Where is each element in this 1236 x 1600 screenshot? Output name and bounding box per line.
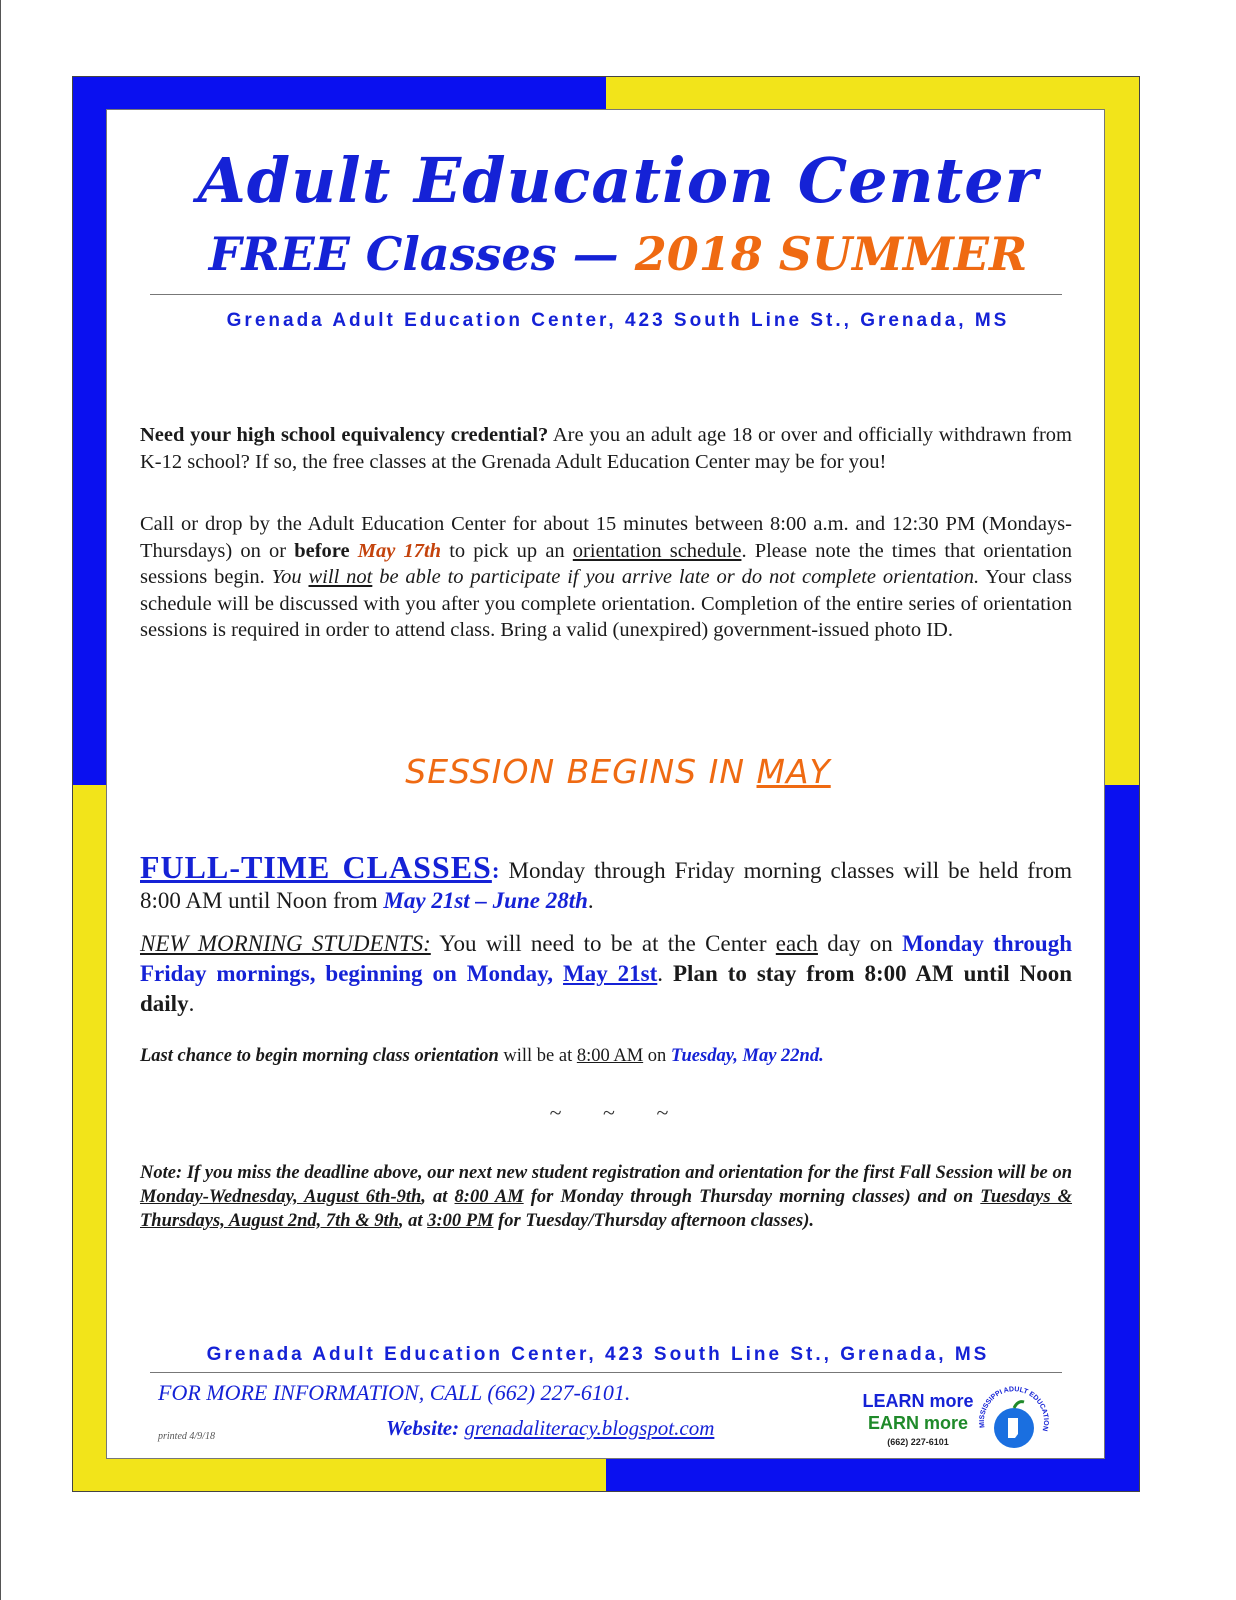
warning-b: be able to participate if you arrive late or do not complete orientation. — [372, 566, 980, 588]
new-students-period: . — [657, 961, 664, 986]
page-title: Adult Education Center — [197, 144, 1039, 217]
flourish-divider: ~ ~ ~ — [549, 1100, 687, 1125]
note-text-b: , at — [421, 1187, 455, 1207]
svg-text:MISSISSIPPI ADULT EDUCATION: MISSISSIPPI ADULT EDUCATION — [978, 1386, 1050, 1432]
last-chance-text1: will be at — [498, 1046, 577, 1066]
orientation-text-c: . Please note the times that orientation sessions begin. — [140, 539, 1073, 588]
logo-learn-more: more — [924, 1391, 974, 1411]
intro-paragraph — [140, 422, 1072, 475]
note-date-1: Monday-Wednesday, August 6th-9th — [140, 1187, 422, 1207]
fulltime-period: . — [587, 888, 594, 913]
border-top-blue — [106, 77, 606, 109]
orientation-text-d: Your class schedule will be discussed with you after you complete orientation. Completion of the entire series of orientation sessions is required in order to attend class. Bring a valid (unexpired) government-issued photo ID. — [140, 566, 1072, 641]
logo-phone: (662) 227-6101 — [887, 1437, 949, 1447]
note-paragraph — [140, 1161, 1072, 1233]
fulltime-dates: May 21st – June 28th — [383, 888, 588, 913]
session-text: SESSION BEGINS IN — [405, 752, 757, 791]
footer-website — [386, 1416, 714, 1441]
last-chance-time: 8:00 AM — [576, 1046, 644, 1066]
footer-address: Grenada Adult Education Center, 423 South Line St., Grenada, MS — [206, 1344, 990, 1365]
orientation-before: before — [294, 539, 350, 562]
fulltime-paragraph — [140, 849, 1072, 916]
logo-earn-more: more — [918, 1413, 969, 1433]
footer-info: FOR MORE INFORMATION, CALL (662) 227-6101. — [158, 1380, 631, 1405]
warning-will-not: will not — [308, 566, 373, 588]
last-chance-date: Tuesday, May 22nd. — [670, 1046, 824, 1066]
new-students-plan-end: . — [188, 991, 195, 1016]
note-text-e: for Tuesday/Thursday afternoon classes). — [493, 1211, 814, 1231]
new-students-label: NEW MORNING STUDENTS: — [140, 931, 431, 956]
website-label: Website: — [386, 1416, 465, 1440]
border-right-blue — [1105, 785, 1139, 1491]
orientation-schedule-link: orientation schedule — [572, 539, 742, 562]
subtitle-free-classes: FREE Classes — — [208, 227, 619, 281]
note-text-c: for Monday through Thursday morning classes) and on — [523, 1187, 981, 1207]
border-top-yellow — [606, 77, 1139, 109]
note-text-d: , at — [398, 1211, 428, 1231]
fulltime-colon: : — [491, 858, 500, 883]
subtitle-season: 2018 SUMMER — [634, 227, 1028, 281]
last-chance — [140, 1046, 1072, 1067]
printed-date: printed 4/9/18 — [158, 1431, 215, 1442]
border-bottom-yellow — [106, 1459, 606, 1491]
new-students-text1: You will need to be at the Center — [430, 931, 776, 956]
border-left-yellow — [73, 785, 106, 1491]
new-students-days: Monday through Friday mornings, beginning on Monday, — [140, 931, 1072, 986]
note-time-1: 8:00 AM — [454, 1187, 524, 1207]
last-chance-text2: on — [643, 1046, 671, 1066]
header-address: Grenada Adult Education Center, 423 South Line St., Grenada, MS — [226, 310, 1010, 331]
fulltime-heading: FULL-TIME CLASSES — [140, 849, 492, 885]
page-subtitle — [0, 227, 1236, 281]
intro-text: Are you an adult age 18 or over and officially withdrawn from K-12 school? If so, the free classes at the Grenada Adult Education Center may be for you! — [140, 424, 1073, 473]
footer-rule — [150, 1372, 1062, 1373]
note-date-2: Tuesdays & Thursdays, August 2nd, 7th & 9th — [140, 1187, 1073, 1231]
orientation-text-b: to pick up an — [441, 539, 573, 562]
mississippi-adult-education-seal-icon — [974, 1380, 1054, 1460]
new-students-each: each — [775, 931, 818, 956]
last-chance-lead: Last chance to begin morning class orientation — [140, 1046, 499, 1066]
new-students-text2: day on — [817, 931, 903, 956]
header-rule — [150, 294, 1062, 295]
orientation-warning — [272, 566, 979, 588]
orientation-paragraph — [140, 511, 1072, 644]
session-month: MAY — [756, 752, 831, 791]
fulltime-text: Monday through Friday morning classes will be held from 8:00 AM until Noon from — [140, 858, 1072, 913]
border-bottom-blue — [606, 1459, 1105, 1491]
logo-learn: LEARN — [862, 1391, 925, 1411]
website-link[interactable]: grenadaliteracy.blogspot.com — [464, 1416, 715, 1440]
learn-earn-logo — [858, 1391, 978, 1449]
new-students-plan: Plan to stay from 8:00 AM until Noon daily — [140, 961, 1072, 1016]
intro-lead: Need your high school equivalency credential? — [140, 424, 549, 446]
orientation-text-a: Call or drop by the Adult Education Center for about 15 minutes between 8:00 a.m. and 12:30 PM (Mondays-Thursdays) on or — [140, 513, 1072, 562]
new-students-paragraph — [140, 929, 1072, 1019]
logo-earn: EARN — [867, 1413, 919, 1433]
warning-a: You — [271, 566, 309, 588]
new-students-start: May 21st — [563, 961, 658, 986]
orientation-deadline: May 17th — [357, 539, 442, 562]
session-banner — [0, 752, 1236, 791]
note-time-2: 3:00 PM — [427, 1211, 494, 1231]
note-text-a: Note: If you miss the deadline above, our next new student registration and orientation for the first Fall Session will be on — [140, 1163, 1072, 1183]
